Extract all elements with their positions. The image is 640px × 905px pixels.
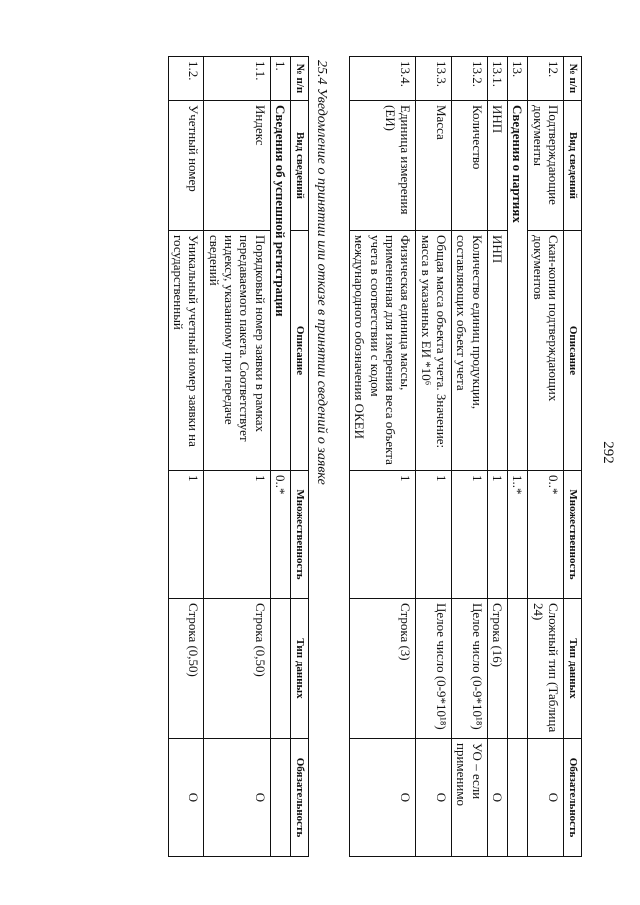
- cell-num: 13.1.: [487, 57, 507, 101]
- cell-type: Строка (0,50): [204, 599, 270, 739]
- cell-mult: 1: [452, 471, 488, 599]
- cell-req: [270, 739, 290, 857]
- cell-desc: Скан-копии подтверждающих документов: [528, 231, 564, 471]
- cell-num: 1.: [270, 57, 290, 101]
- cell-kind: ИНП: [487, 101, 507, 231]
- table-header-row: [564, 57, 582, 857]
- cell-kind: Подтверждающие документы: [528, 101, 564, 231]
- header-req: Обязательность: [564, 739, 582, 857]
- header-mult: Множественность: [564, 471, 582, 599]
- cell-num: 13.: [508, 57, 528, 101]
- page-number: 292: [599, 441, 616, 464]
- section-row: [508, 57, 528, 857]
- section-caption: 25.4 Уведомление о принятии или отказе в принятии сведений о заявке: [314, 60, 330, 485]
- table-row: [168, 57, 204, 857]
- cell-kind: Индекс: [204, 101, 270, 231]
- section-title: Сведения об успешной регистрации: [270, 101, 290, 471]
- cell-desc: Порядковый номер заявки в рамках передаваемого пакета. Соответствует индексу, указанному при передаче сведений: [204, 231, 270, 471]
- cell-kind: Единица измерения (ЕИ): [350, 101, 416, 231]
- cell-type: Строка (3): [350, 599, 416, 739]
- table-row: [416, 57, 452, 857]
- spacer: [335, 56, 349, 856]
- cell-mult: 0..*: [528, 471, 564, 599]
- header-type: Тип данных: [564, 599, 582, 739]
- cell-num: 12.: [528, 57, 564, 101]
- cell-req: О: [168, 739, 204, 857]
- table-header-row: [291, 57, 309, 857]
- cell-mult: 1..*: [508, 471, 528, 599]
- cell-type: Целое число (0-9*10¹⁸): [416, 599, 452, 739]
- cell-type: Сложный тип (Таблица 24): [528, 599, 564, 739]
- cell-req: УО – если применимо: [452, 739, 488, 857]
- header-type: Тип данных: [291, 599, 309, 739]
- cell-type: [270, 599, 290, 739]
- cell-type: Целое число (0-9*10¹⁸): [452, 599, 488, 739]
- header-desc: Описание: [291, 231, 309, 471]
- cell-mult: 0..*: [270, 471, 290, 599]
- cell-mult: 1: [350, 471, 416, 599]
- cell-num: 1.1.: [204, 57, 270, 101]
- header-kind: Вид сведений: [564, 101, 582, 231]
- cell-mult: 1: [416, 471, 452, 599]
- cell-kind: Масса: [416, 101, 452, 231]
- table-row: [350, 57, 416, 857]
- cell-desc: Уникальный учетный номер заявки на государственный: [168, 231, 204, 471]
- cell-mult: 1: [204, 471, 270, 599]
- cell-type: Строка (16): [487, 599, 507, 739]
- table-row: [204, 57, 270, 857]
- header-num: № п/п: [564, 57, 582, 101]
- cell-kind: Количество: [452, 101, 488, 231]
- table-row: [487, 57, 507, 857]
- cell-type: [508, 599, 528, 739]
- rotated-content: [60, 56, 582, 856]
- table-row: [528, 57, 564, 857]
- cell-mult: 1: [487, 471, 507, 599]
- cell-req: О: [528, 739, 564, 857]
- table-row: [452, 57, 488, 857]
- cell-type: Строка (0,50): [168, 599, 204, 739]
- cell-req: О: [487, 739, 507, 857]
- header-mult: Множественность: [291, 471, 309, 599]
- header-num: № п/п: [291, 57, 309, 101]
- cell-num: 13.4.: [350, 57, 416, 101]
- cell-num: 13.2.: [452, 57, 488, 101]
- cell-num: 13.3.: [416, 57, 452, 101]
- cell-mult: 1: [168, 471, 204, 599]
- cell-num: 1.2.: [168, 57, 204, 101]
- table-notification: [168, 56, 309, 857]
- cell-desc: Количество единиц продукции, составляющих объект учета: [452, 231, 488, 471]
- cell-kind: Учетный номер: [168, 101, 204, 231]
- cell-req: [508, 739, 528, 857]
- table-continued: [349, 56, 582, 857]
- section-row: [270, 57, 290, 857]
- section-title: Сведения о партиях: [508, 101, 528, 471]
- cell-desc: ИНП: [487, 231, 507, 471]
- cell-desc: Общая масса объекта учета. Значение: масса в указанных ЕИ *10⁶: [416, 231, 452, 471]
- cell-req: О: [416, 739, 452, 857]
- header-req: Обязательность: [291, 739, 309, 857]
- cell-desc: Физическая единица массы, примененная для измерения веса объекта учета в соответствии с кодом международного обозначения ОКЕИ: [350, 231, 416, 471]
- cell-req: О: [350, 739, 416, 857]
- header-kind: Вид сведений: [291, 101, 309, 231]
- header-desc: Описание: [564, 231, 582, 471]
- cell-req: О: [204, 739, 270, 857]
